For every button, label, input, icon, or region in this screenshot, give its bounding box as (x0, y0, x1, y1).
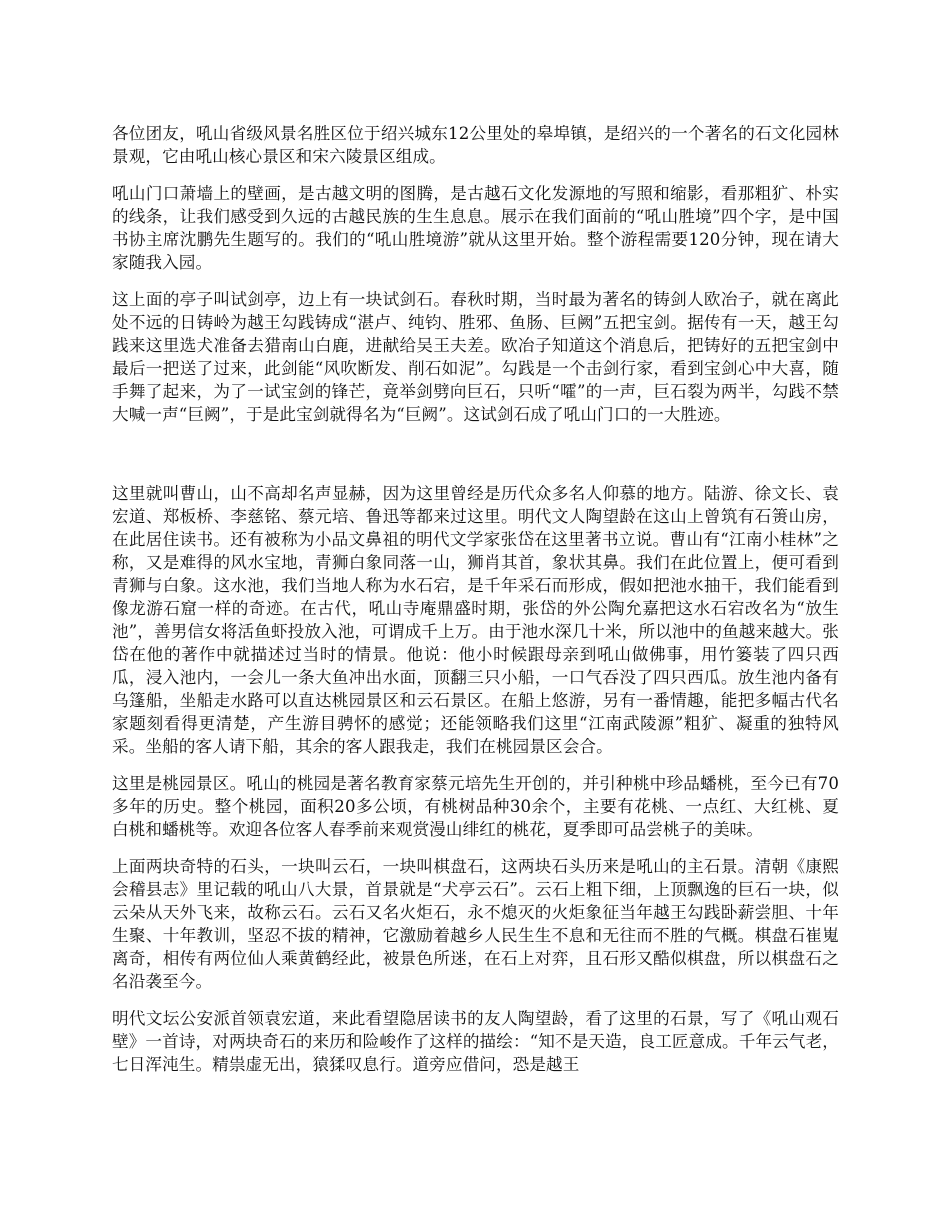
paragraph-peach-garden: 这里是桃园景区。吼山的桃园是著名教育家蔡元培先生开创的，并引种桃中珍品蟠桃，至今已有70多年的历史。整个桃园，面积20多公顷，有桃树品种30余个，主要有花桃、一点红、大红桃、夏白桃和蟠桃等。欢迎各位客人春季前来观赏漫山绯红的桃花，夏季即可品尝桃子的美味。 (112, 774, 839, 839)
section-gap (112, 440, 839, 482)
paragraph-cloud-stone: 上面两块奇特的石头，一块叫云石，一块叫棋盘石，这两块石头历来是吼山的主石景。清朝《康熙会稽县志》里记载的吼山八大景，首景就是“犬亭云石”。云石上粗下细，上顶飘逸的巨石一块，似云朵从天外飞来，故称云石。云石又名火炬石，永不熄灭的火炬象征当年越王勾践卧薪尝胆、十年生聚、十年教训，坚忍不拔的精神，它激励着越乡人民生生不息和无往而不胜的气概。棋盘石崔嵬离奇，相传有两位仙人乘黄鹤经此，被景色所迷，在石上对弈，且石形又酷似棋盘，所以棋盘石之名沿袭至今。 (112, 857, 839, 991)
paragraph-gate-mural: 吼山门口萧墙上的壁画，是古越文明的图腾，是古越石文化发源地的写照和缩影，看那粗犷、朴实的线条，让我们感受到久远的古越民族的生生息息。展示在我们面前的“吼山胜境”四个字，是中国书协主席沈鹏先生题写的。我们的“吼山胜境游”就从这里开始。整个游程需要120分钟，现在请大家随我入园。 (112, 184, 839, 272)
document-body (112, 122, 839, 1090)
paragraph-intro: 各位团友，吼山省级风景名胜区位于绍兴城东12公里处的皋埠镇，是绍兴的一个著名的石文化园林景观，它由吼山核心景区和宋六陵景区组成。 (112, 124, 839, 166)
paragraph-sword-stone: 这上面的亭子叫试剑亭，边上有一块试剑石。春秋时期，当时最为著名的铸剑人欧冶子，就在离此处不远的日铸岭为越王勾践铸成“湛卢、纯钧、胜邪、鱼肠、巨阙”五把宝剑。据传有一天，越王勾践来这里选犬准备去猎南山白鹿，进献给吴王夫差。欧冶子知道这个消息后，把铸好的五把宝剑中最后一把送了过来，此剑能“风吹断发、削石如泥”。勾践是一个击剑行家，看到宝剑心中大喜，随手舞了起来，为了一试宝剑的锋芒，竟举剑劈向巨石，只听“嚯”的一声，巨石裂为两半，勾践不禁大喊一声“巨阙”，于是此宝剑就得名为“巨阙”。这试剑石成了吼山门口的一大胜迹。 (112, 290, 839, 424)
paragraph-caoshan: 这里就叫曹山，山不高却名声显赫，因为这里曾经是历代众多名人仰慕的地方。陆游、徐文长、袁宏道、郑板桥、李慈铭、蔡元培、鲁迅等都来过这里。明代文人陶望龄在这山上曾筑有石箦山房，在此居住读书。还有被称为小品文鼻祖的明代文学家张岱在这里著书立说。曹山有“江南小桂林”之称，又是难得的风水宝地，青狮白象同落一山，狮肖其首，象状其鼻。我们在此位置上，便可看到青狮与白象。这水池，我们当地人称为水石宕，是千年采石而形成，假如把池水抽干，我们能看到像龙游石窟一样的奇迹。在古代，吼山寺庵鼎盛时期，张岱的外公陶允嘉把这水石宕改名为“放生池”，善男信女将活鱼虾投放入池，可谓成千上万。由于池水深几十米，所以池中的鱼越来越大。张岱在他的著作中就描述过当时的情景。他说：他小时候跟母亲到吼山做佛事，用竹篓装了四只西瓜，浸入池内，一会儿一条大鱼冲出水面，顶翻三只小船，一口气吞没了四只西瓜。放生池内备有乌篷船，坐船走水路可以直达桃园景区和云石景区。在船上悠游，另有一番情趣，能把多幅古代名家题刻看得更清楚，产生游目骋怀的感觉；还能领略我们这里“江南武陵源”粗犷、凝重的独特风采。坐船的客人请下船，其余的客人跟我走，我们在桃园景区会合。 (112, 484, 839, 756)
paragraph-yuan-hongdao: 明代文坛公安派首领袁宏道，来此看望隐居读书的友人陶望龄，看了这里的石景，写了《吼山观石壁》一首诗，对两块奇石的来历和险峻作了这样的描绘：“知不是天造，良工匠意成。千年云气老，七日浑沌生。精祟虚无出，猿猱叹息行。道旁应借问，恐是越王 (112, 1009, 839, 1074)
